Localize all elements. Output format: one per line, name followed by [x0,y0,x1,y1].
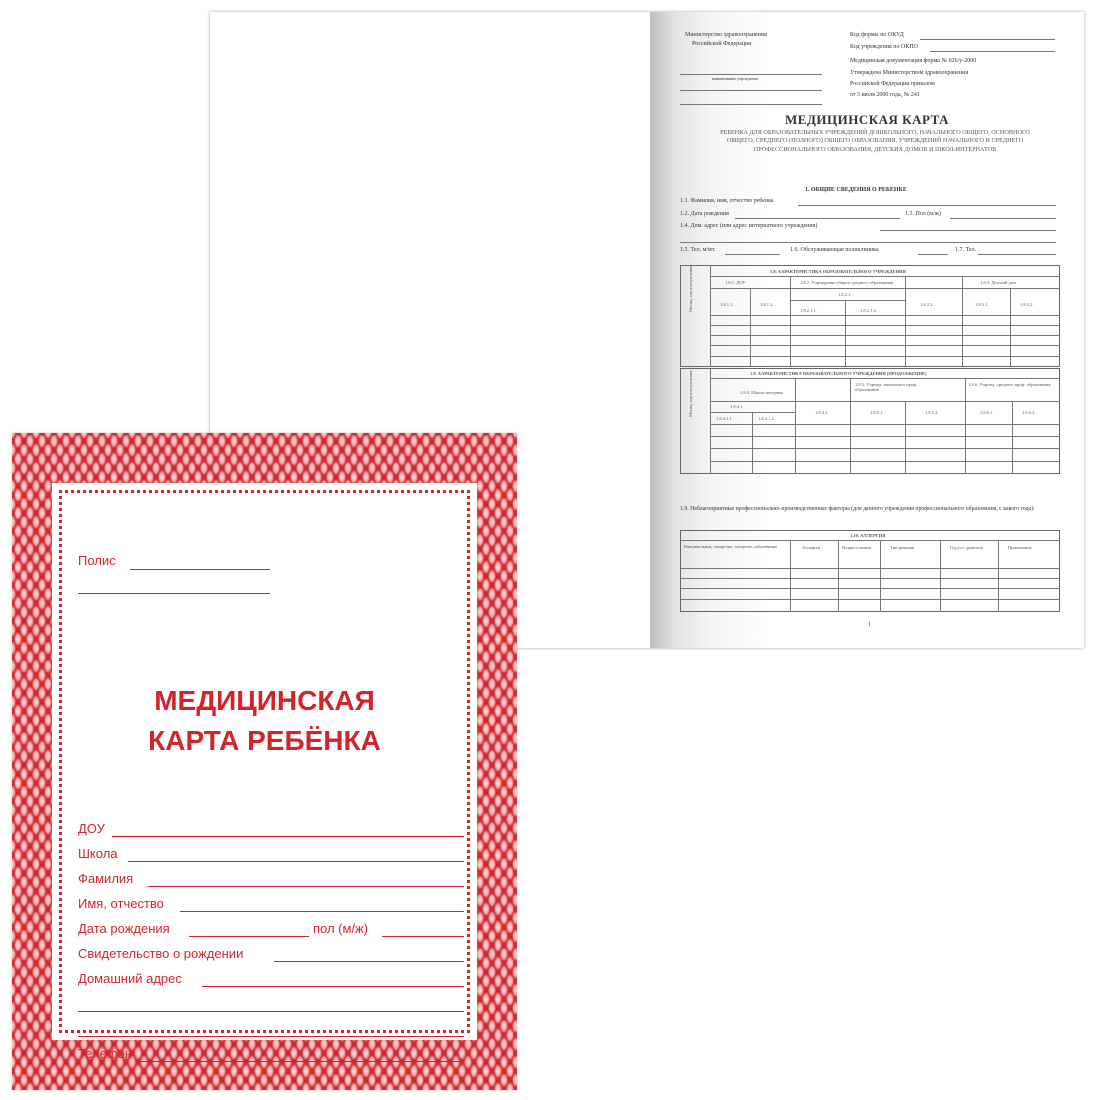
page-number: 1 [868,622,871,628]
t1-code: 1.8.2.1.2. [860,308,877,313]
header-right-line5: Российской Федерации приказом [850,81,935,87]
header-left-line1: Министерство здравоохранения [685,32,767,38]
header-right-line2: Код учреждения по ОКПО [850,44,919,50]
table-2-side-label: Месяц, год поступления [688,370,693,417]
field-1-3: 1.3. Пол (м/ж) [905,211,941,217]
field-dou-label: ДОУ [78,821,105,836]
cover-white-panel [52,483,477,1061]
field-sex-label: пол (м/ж) [313,921,369,936]
form-title: МЕДИЦИНСКАЯ КАРТА [785,112,949,127]
field-address-line-2 [78,1011,464,1012]
form-subtitle: РЕБЕНКА ДЛЯ ОБРАЗОВАТЕЛЬНЫХ УЧРЕЖДЕНИЙ ДОШКОЛЬНОГО, НАЧАЛЬНОГО ОБЩЕГО, ОСНОВНОГО ОБЩЕГО, СРЕДНЕГО (ПОЛНОГО) ОБЩЕГО ОБРАЗОВАНИЯ, УЧРЕЖДЕНИЙ НАЧАЛЬНОГО И СРЕДНЕГО ПРОФЕССИОНАЛЬНОГО ОБРАЗОВАНИЯ, ДЕТСКИХ ДОМОВ И ШКОЛ-ИНТЕРНАТОВ [720,129,1030,153]
t1-head-orphanage: 1.8.3. Детский дом [980,280,1016,285]
field-address-label: Домашний адрес [78,971,182,986]
header-left-line2: Российской Федерации [692,41,752,47]
cover-title-line2: КАРТА РЕБЁНКА [148,725,381,756]
t1-code: 1.8.2.1.1. [800,308,817,313]
t2-code: 1.8.4.1.2. [758,416,775,421]
allergy-head: Тип реакции [890,545,915,550]
t1-code: 1.8.1.1. [720,302,734,307]
field-certificate-label: Свидетельство о рождении [78,946,244,961]
field-name-label: Имя, отчество [78,896,164,911]
polis-label: Полис [78,553,116,568]
polis-line-2 [78,593,270,594]
header-right-line1: Код формы по ОКУД [850,32,904,38]
field-school-line [128,861,464,862]
t2-head-primary-prof: 1.8.5. Учрежд. начального проф. образования [855,382,918,392]
table-1-side-label: Месяц, год поступления [688,265,693,312]
field-birthdate-line [189,936,309,937]
t1-code: 1.8.1.2. [760,302,774,307]
field-address-line [202,986,464,987]
allergy-head: Аллерген [802,545,821,550]
cover-title-line1: МЕДИЦИНСКАЯ [154,685,375,716]
field-1-4: 1.4. Дом. адрес (или адрес интернатного учреждения) [680,223,818,229]
field-phone-line [140,1061,464,1062]
field-1-7: 1.7. Тел. [955,247,977,253]
field-surname-line [148,886,464,887]
polis-line [130,569,270,570]
header-right-line4: Утверждена Министерством здравоохранения [850,70,969,76]
header-left-line3: наименование учреждения [712,76,758,81]
field-1-6: 1.6. Обслуживающая поликлиника [790,247,879,253]
field-school-label: Школа [78,846,118,861]
t1-head-dou: 1.8.1. ДОУ [725,280,746,285]
field-birthdate-label: Дата рождения [78,921,170,936]
t2-code: 1.8.6.2. [1022,410,1036,415]
field-address-line-3 [78,1036,464,1037]
field-name-line [180,911,464,912]
t2-code: 1.8.4.1.1. [716,416,733,421]
t2-code: 1.8.6.1. [980,410,994,415]
header-right-line6: от 3 июля 2000 года, № 241 [850,92,920,98]
t1-code: 1.8.2.2. [920,302,934,307]
table-2-title: 1.8. ХАРАКТЕРИСТИКА ОБРАЗОВАТЕЛЬНОГО УЧРЕЖДЕНИЯ (ПРОДОЛЖЕНИЕ) [750,371,927,376]
t1-code: 1.8.2.1. [838,292,852,297]
allergy-title: 1.10. АЛЛЕРГИЯ [850,533,886,538]
header-right-line3: Медицинская документация форма № 026/у-2000 [850,58,977,64]
section-1-heading: 1. ОБЩИЕ СВЕДЕНИЯ О РЕБЕНКЕ [805,187,907,193]
t1-code: 1.8.3.2. [1020,302,1034,307]
table-1-title: 1.8. ХАРАКТЕРИСТИКА ОБРАЗОВАТЕЛЬНОГО УЧРЕЖДЕНИЯ [770,269,906,274]
field-1-1: 1.1. Фамилия, имя, отчество ребенка [680,198,774,204]
t2-code: 1.8.4.2. [815,410,829,415]
t2-code: 1.8.4.1. [730,404,744,409]
field-phone-label: Телефон [78,1046,132,1061]
field-certificate-line [274,961,464,962]
t1-head-school: 1.8.2. Учреждение общего среднего образования [800,280,894,285]
allergy-head: Возраст начала [842,545,872,550]
t2-head-boarding: 1.8.4. Школа-интернат [740,390,783,395]
t2-code: 1.8.5.1. [870,410,884,415]
field-sex-line [382,936,464,937]
form-page [650,12,1084,648]
t1-code: 1.8.3.1. [975,302,989,307]
field-dou-line [112,836,464,837]
field-1-2: 1.2. Дата рождения [680,211,729,217]
allergy-head: Примечание [1008,545,1032,550]
t2-code: 1.8.5.2. [925,410,939,415]
t2-head-secondary-prof: 1.8.6. Учрежд. среднего проф. образования [968,382,1051,387]
allergy-head: Год уст. диагноза [950,545,983,550]
field-surname-label: Фамилия [78,871,134,886]
front-cover [12,433,517,1090]
field-1-5: 1.5. Тел. м/мт. [680,247,716,253]
allergy-head: Вакцинальная, лекарство, аллерген, заболевание [684,544,778,549]
footnote-1-9: 1.9. Неблагоприятные профессионально-производственные факторы (для данного учреждения профессионального образования, с какого года): [680,506,1035,512]
